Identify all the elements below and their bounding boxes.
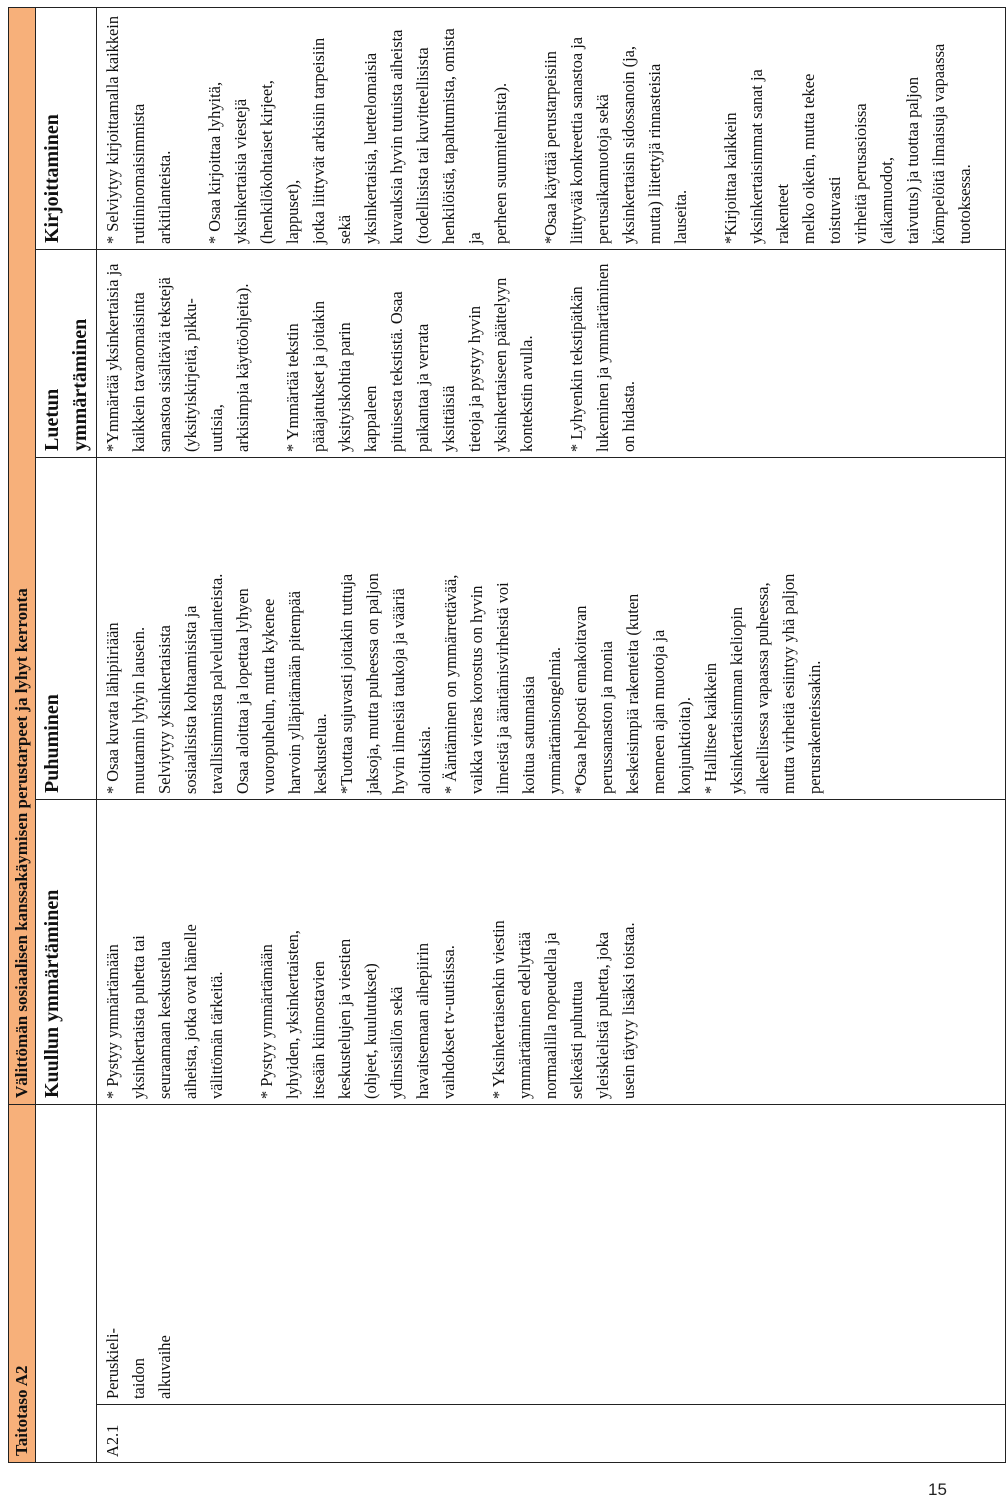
rotated-table-page [8, 8, 974, 1463]
reading-para-1: *Ymmärtää yksinkertaisia ja kaikkein tavanomaisinta sanastoa sisältäviä tekstejä (yksityiskirjeitä, pikku-uutisia, arkisimpia käyttöohjeita). [103, 263, 252, 452]
writing-para-1: * Selviytyy kirjoittamalla kaikkein rutiininomaisimmista arkitilanteista. [103, 15, 174, 244]
header-row [9, 7, 36, 1462]
reading-cell [97, 250, 1006, 458]
level-code: A2.1 [97, 1405, 1006, 1463]
section-title: Välittömän sosiaalisen kanssakäymisen perustarpeet ja lyhyt kerronta [9, 7, 36, 1104]
col-header-writing: Kirjoittaminen [36, 7, 97, 249]
listening-para-2: * Pystyy ymmärtämään lyhyiden, yksinkertaisten, itseään kiinnostavien keskustelujen ja viestien (ohjeet, kuulutukset) ydinsisällön sekä havaitsemaan aihepiirin vaihdokset tv-uutisissa. [257, 930, 458, 1099]
level-title: Taitotaso A2 [9, 1105, 36, 1463]
writing-para-2: * Osaa kirjoittaa lyhyitä, yksinkertaisia viestejä (henkilökohtaiset kirjeet, lappuset), jotka liittyvät arkisiin tarpeisiin sekä yksinkertaisia, luettelomaisia kuvauksia hyvin tutuista aiheista (todellisista tai kuvitteellisista henkilöistä, tapahtumista, omista ja perheen suunnitelmista). [205, 28, 510, 244]
speaking-cell [97, 458, 1006, 800]
writing-cell [97, 7, 1006, 249]
listening-para-3: * Yksinkertaisenkin viestin ymmärtäminen edellyttää normaalilla nopeudella ja selkeästi puhuttua yleiskielistä puhetta, joka usein täytyy lisäksi toistaa. [489, 920, 638, 1099]
table-row [97, 7, 1006, 1462]
reading-para-2: * Ymmärtää tekstin pääajatukset ja joitakin yksityiskohtia parin kappaleen pituisesta tekstistä. Osaa paikantaa ja verrata yksittäisiä tietoja ja pystyy hyvin yksinkertaiseen päättelyyn kontekstin avulla. [283, 277, 536, 452]
reading-para-3: * Lyhyenkin tekstipätkän lukeminen ja ymmärtäminen on hidasta. [567, 263, 638, 452]
skill-level-table [8, 7, 1006, 1463]
level-name: Peruskieli- taidon alkuvaihe [97, 1105, 1006, 1405]
col-header-reading: Luetun ymmärtäminen [36, 250, 97, 458]
column-header-row [36, 7, 97, 1462]
listening-cell [97, 800, 1006, 1105]
speaking-text: * Osaa kuvata lähipiiriään muutamin lyhyin lausein. Selviytyy yksinkertaisista sosiaalisista kohtaamisista ja tavallisimmista palvelutilanteista. Osaa aloittaa ja lopettaa lyhyen vuoropuhelun, mutta kykenee harvoin ylläpitämään pitempää keskustelua. *Tuottaa sujuvasti joitakin tuttuja jaksoja, mutta puheessa on paljon hyvin ilmeisiä taukoja ja vääriä aloituksia. * Ääntäminen on ymmärrettävää, vaikka vieras korostus on hyvin ilmeistä ja ääntämisvirheistä voi koitua satunnaisia ymmärtämisongelmia. *Osaa helposti ennakoitavan perussanaston ja monia keskeisimpiä rakenteita (kuten menneen ajan muotoja ja konjunktioita). * Hallitsee kaikkein yksinkertaisimman kieliopin alkeellisessa vapaassa puheessa, mutta virheitä esiintyy yhä paljon perusrakenteissakin. [103, 573, 824, 794]
col-header-listening: Kuullun ymmärtäminen [36, 800, 97, 1105]
writing-para-3: *Osaa käyttää perustarpeisiin liittyvää konkreettia sanastoa ja perusaikamuotoja sekä yksinkertaisin sidossanoin (ja, mutta) liitettyjä rinnasteisia lauseita. [541, 36, 690, 244]
writing-para-4: *Kirjoittaa kaikkein yksinkertaisimmat sanat ja rakenteet melko oikein, mutta tekee toistuvasti virheitä perusasioissa (aikamuodot, taivutus) ja tuottaa paljon kömpelöitä ilmaisuja vapaassa tuotoksessa. [721, 43, 974, 244]
page-number: 15 [928, 1480, 947, 1499]
listening-para-1: * Pystyy ymmärtämään yksinkertaista puhetta tai seuraamaan keskustelua aiheista, jotka ovat hänelle välittömän tärkeitä. [103, 924, 226, 1099]
empty-header-cell [36, 1105, 97, 1463]
col-header-speaking: Puhuminen [36, 458, 97, 800]
